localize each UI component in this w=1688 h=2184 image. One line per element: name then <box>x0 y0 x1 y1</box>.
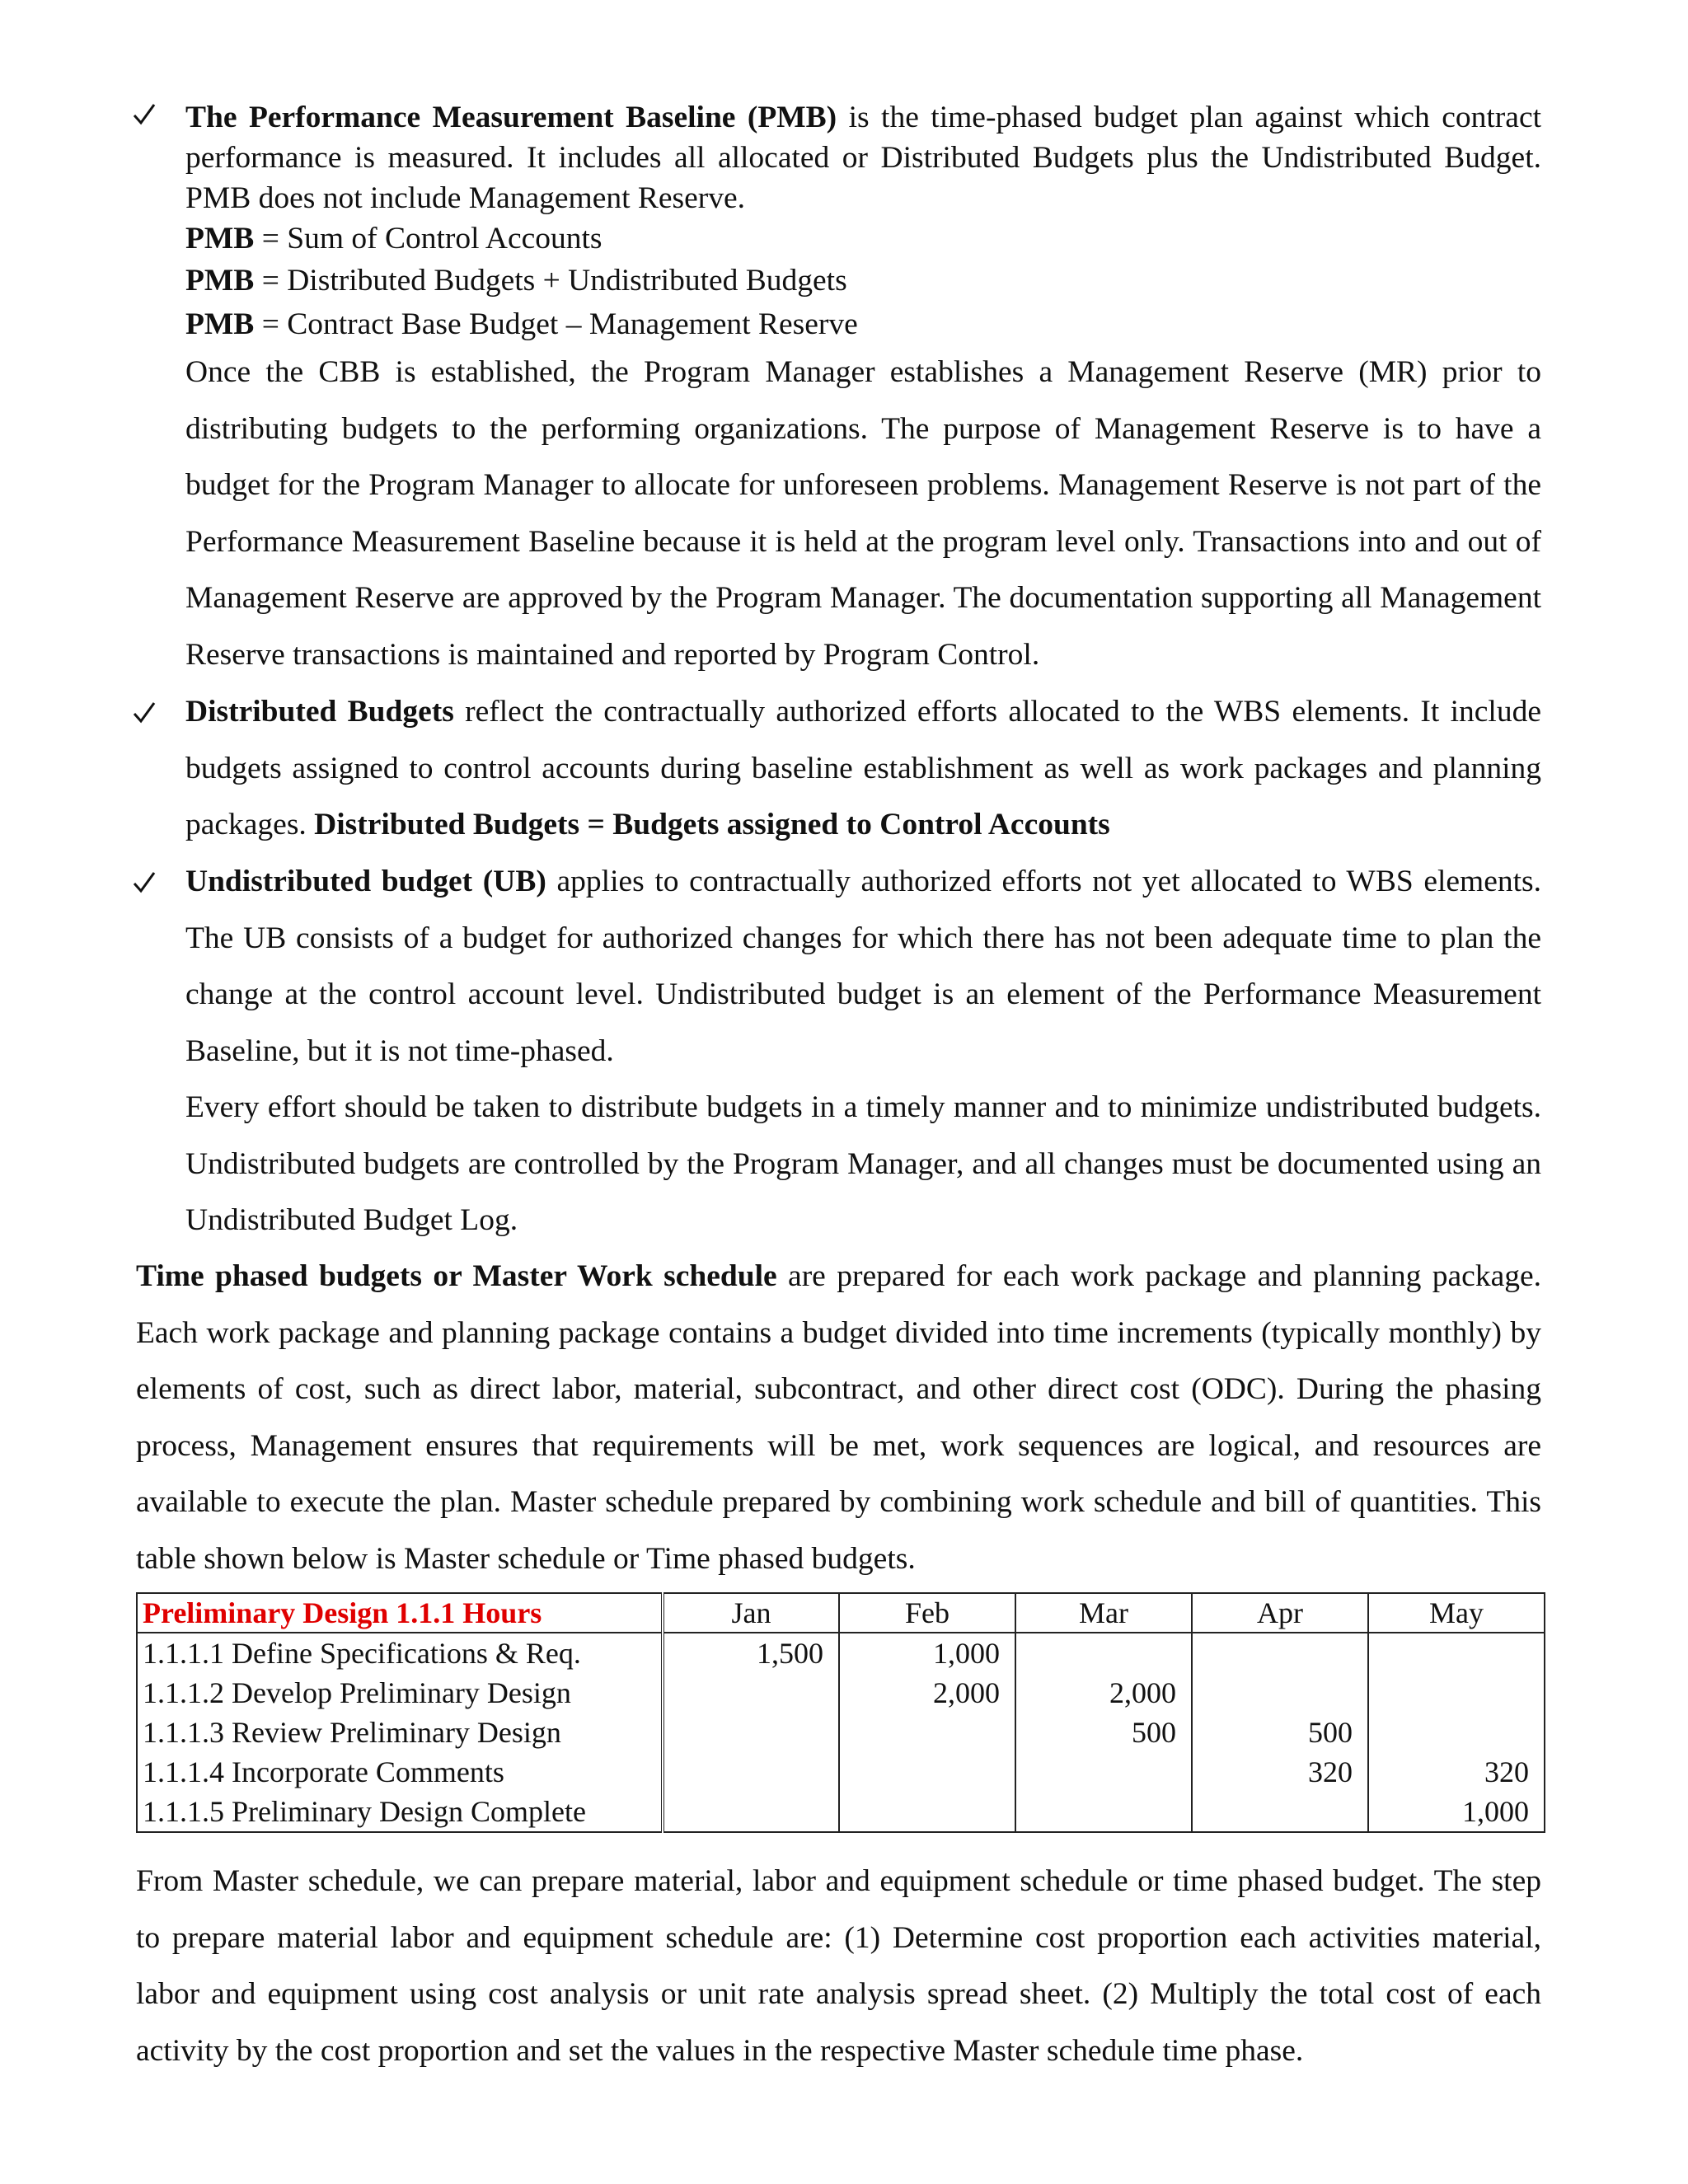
pmb-definition: The Performance Measurement Baseline (PMB) is the time-phased budget plan against which contract performance is measured. It includes all allocated or Distributed Budgets plus the Undistributed Budget. PMB does not include Management Reserve. <box>185 101 1542 215</box>
table-row <box>137 1633 1545 1673</box>
distributed-term: Distributed Budgets <box>185 695 454 729</box>
month-header: Jan <box>663 1593 839 1633</box>
time-phased-block <box>136 1249 1541 1587</box>
hours-cell <box>663 1792 839 1832</box>
table-row <box>137 1713 1545 1752</box>
checkmark-icon <box>132 865 157 898</box>
activity-label: 1.1.1.5 Preliminary Design Complete <box>137 1792 663 1832</box>
hours-cell <box>1368 1633 1545 1673</box>
mr-paragraph-block <box>185 344 1541 683</box>
distributed-definition: Distributed Budgets reflect the contractually authorized efforts allocated to the WBS elements. It include budgets assigned to control accounts during baseline establishment as well as work packages and planning packages. Distributed Budgets = Budgets assigned to Control Accounts <box>185 695 1541 841</box>
table-row <box>137 1752 1545 1792</box>
hours-cell <box>663 1673 839 1713</box>
month-header: Apr <box>1192 1593 1368 1633</box>
time-phased-paragraph: Time phased budgets or Master Work schedule are prepared for each work package and planning package. Each work package and planning package contains a budget divided into time increments (typically monthly) by elements of cost, such as direct labor, material, subcontract, and other direct cost (ODC). During the phasing process, Management ensures that requirements will be met, work sequences are logical, and resources are available to execute the plan. Master schedule prepared by combining work schedule and bill of quantities. This table shown below is Master schedule or Time phased budgets. <box>136 1259 1541 1576</box>
hours-cell <box>1192 1673 1368 1713</box>
hours-cell <box>1015 1792 1192 1832</box>
month-header: Feb <box>839 1593 1015 1633</box>
hours-cell <box>1015 1752 1192 1792</box>
hours-cell: 500 <box>1192 1713 1368 1752</box>
checkmark-icon <box>132 97 157 130</box>
activity-label: 1.1.1.4 Incorporate Comments <box>137 1752 663 1792</box>
hours-cell: 1,500 <box>663 1633 839 1673</box>
closing-paragraph: From Master schedule, we can prepare material, labor and equipment schedule or time phased budget. The step to prepare material labor and equipment schedule are: (1) Determine cost proportion each activities material, labor and equipment using cost analysis or unit rate analysis spread sheet. (2) Multiply the total cost of each activity by the cost proportion and set the values in the respective Master schedule time phase. <box>136 1864 1541 2068</box>
hours-cell: 2,000 <box>839 1673 1015 1713</box>
pmb-formula-2: PMB = Distributed Budgets + Undistributed Budgets <box>185 264 847 298</box>
hours-cell <box>663 1752 839 1792</box>
table-header-row <box>137 1593 1545 1633</box>
distributed-formula: Distributed Budgets = Budgets assigned to Control Accounts <box>314 808 1110 841</box>
time-phased-term: Time phased budgets or Master Work schedule <box>136 1259 777 1293</box>
undistributed-definition: Undistributed budget (UB) applies to contractually authorized efforts not yet allocated to WBS elements. The UB consists of a budget for authorized changes for which there has not been adequate time to plan the change at the control account level. Undistributed budget is an element of the Performance Measurement Baseline, but it is not time-phased. <box>185 865 1541 1068</box>
pmb-formula-1: PMB = Sum of Control Accounts <box>185 222 603 255</box>
month-header: Mar <box>1015 1593 1192 1633</box>
hours-cell <box>663 1713 839 1752</box>
checkmark-icon <box>132 696 157 729</box>
table-row <box>137 1792 1545 1832</box>
hours-cell <box>839 1752 1015 1792</box>
hours-cell <box>1192 1792 1368 1832</box>
hours-cell <box>1015 1633 1192 1673</box>
undistributed-paragraph-2: Every effort should be taken to distribute budgets in a timely manner and to minimize undistributed budgets. Undistributed budgets are controlled by the Program Manager, and all changes must be documented using an Undistributed Budget Log. <box>185 1090 1541 1237</box>
master-schedule-table <box>136 1592 1545 1833</box>
activity-label: 1.1.1.2 Develop Preliminary Design <box>137 1673 663 1713</box>
pmb-formula-3: PMB = Contract Base Budget – Management Reserve <box>185 307 858 341</box>
mr-paragraph: Once the CBB is established, the Program Manager establishes a Management Reserve (MR) prior to distributing budgets to the performing organizations. The purpose of Management Reserve is to have a budget for the Program Manager to allocate for unforeseen problems. Management Reserve is not part of the Performance Measurement Baseline because it is held at the program level only. Transactions into and out of Management Reserve are approved by the Program Manager. The documentation supporting all Management Reserve transactions is maintained and reported by Program Control. <box>185 355 1541 672</box>
pmb-term: The Performance Measurement Baseline (PMB) <box>185 101 837 134</box>
hours-cell <box>1368 1713 1545 1752</box>
activity-label: 1.1.1.1 Define Specifications & Req. <box>137 1633 663 1673</box>
hours-cell <box>1368 1673 1545 1713</box>
hours-cell: 320 <box>1192 1752 1368 1792</box>
hours-cell <box>1192 1633 1368 1673</box>
hours-cell: 1,000 <box>1368 1792 1545 1832</box>
activity-label: 1.1.1.3 Review Preliminary Design <box>137 1713 663 1752</box>
hours-cell <box>839 1792 1015 1832</box>
table-row <box>137 1673 1545 1713</box>
hours-cell: 320 <box>1368 1752 1545 1792</box>
hours-cell <box>839 1713 1015 1752</box>
table-title: Preliminary Design 1.1.1 Hours <box>137 1593 663 1633</box>
hours-cell: 2,000 <box>1015 1673 1192 1713</box>
hours-cell: 500 <box>1015 1713 1192 1752</box>
hours-cell: 1,000 <box>839 1633 1015 1673</box>
closing-block <box>136 1854 1541 2079</box>
undistributed-term: Undistributed budget (UB) <box>185 865 546 898</box>
month-header: May <box>1368 1593 1545 1633</box>
